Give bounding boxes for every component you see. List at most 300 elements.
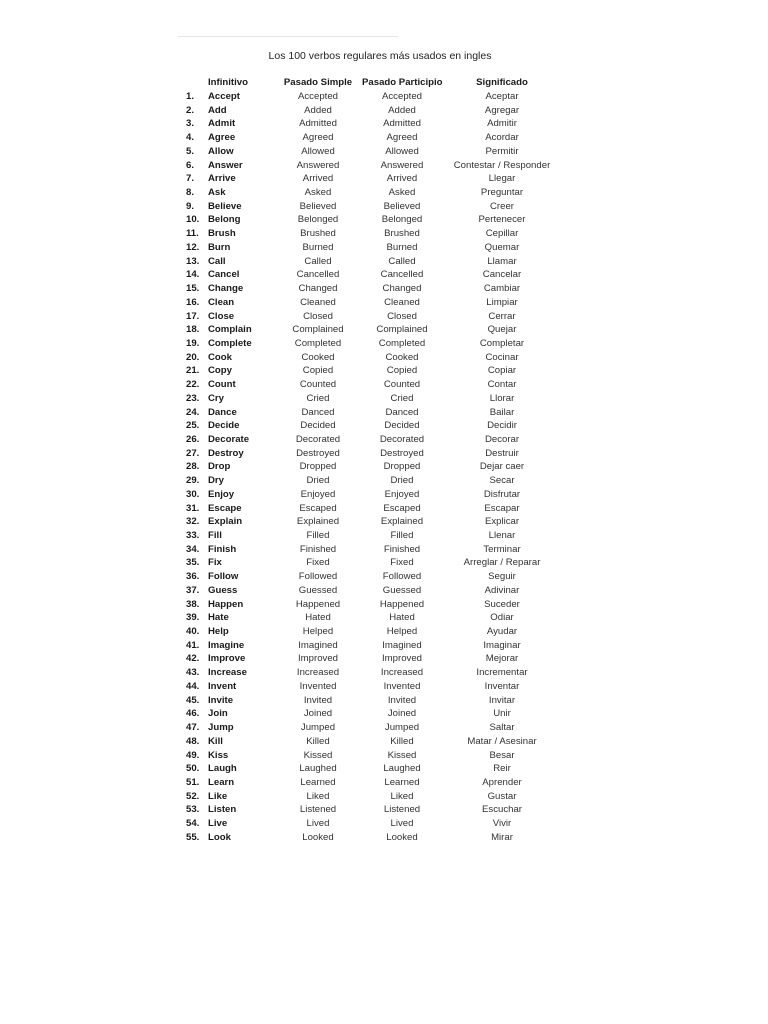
infinitive-cell: Dry bbox=[208, 475, 224, 487]
meaning-cell: Escuchar bbox=[482, 804, 522, 816]
past-participle-cell: Invented bbox=[383, 680, 421, 692]
row-number: 36. bbox=[186, 571, 200, 583]
meaning-cell: Completar bbox=[479, 337, 525, 349]
meaning-cell: Imaginar bbox=[483, 639, 521, 651]
past-simple-cell: Explained bbox=[296, 516, 340, 528]
header-infinitive: Infinitivo bbox=[208, 77, 248, 89]
meaning-cell: Creer bbox=[490, 200, 514, 212]
past-simple-cell: Asked bbox=[304, 187, 332, 199]
table-row bbox=[186, 694, 566, 708]
past-simple-cell: Looked bbox=[302, 831, 334, 843]
header-past-simple: Pasado Simple bbox=[283, 77, 353, 89]
meaning-cell: Llorar bbox=[489, 392, 515, 404]
row-number: 9. bbox=[186, 200, 195, 212]
past-simple-cell: Killed bbox=[306, 735, 330, 747]
meaning-cell: Cerrar bbox=[488, 310, 516, 322]
table-row bbox=[186, 721, 566, 735]
past-simple-cell: Invented bbox=[299, 680, 337, 692]
past-participle-cell: Allowed bbox=[385, 145, 419, 157]
past-simple-cell: Liked bbox=[306, 790, 330, 802]
row-number: 35. bbox=[186, 557, 200, 569]
past-simple-cell: Danced bbox=[301, 406, 335, 418]
row-number: 3. bbox=[186, 118, 195, 130]
past-participle-cell: Arrived bbox=[386, 173, 418, 185]
meaning-cell: Permitir bbox=[485, 145, 519, 157]
row-number: 50. bbox=[186, 763, 200, 775]
table-row bbox=[186, 652, 566, 666]
meaning-cell: Contar bbox=[487, 379, 517, 391]
table-row bbox=[186, 447, 566, 461]
past-participle-cell: Decided bbox=[384, 420, 420, 432]
row-number: 40. bbox=[186, 626, 200, 638]
infinitive-cell: Join bbox=[208, 708, 228, 720]
past-participle-cell: Improved bbox=[382, 653, 422, 665]
table-row bbox=[186, 117, 566, 131]
meaning-cell: Limpiar bbox=[486, 296, 518, 308]
row-number: 5. bbox=[186, 145, 195, 157]
infinitive-cell: Explain bbox=[208, 516, 243, 528]
row-number: 24. bbox=[186, 406, 200, 418]
meaning-cell: Quemar bbox=[484, 241, 520, 253]
meaning-cell: Besar bbox=[489, 749, 515, 761]
infinitive-cell: Accept bbox=[208, 91, 240, 102]
past-participle-cell: Complained bbox=[376, 324, 428, 336]
infinitive-cell: Cancel bbox=[208, 269, 240, 281]
meaning-cell: Copiar bbox=[487, 365, 517, 377]
table-row bbox=[186, 241, 566, 255]
infinitive-cell: Cook bbox=[208, 351, 232, 363]
infinitive-cell: Allow bbox=[208, 145, 234, 157]
past-participle-cell: Admitted bbox=[383, 118, 421, 130]
table-row bbox=[186, 392, 566, 406]
past-simple-cell: Admitted bbox=[299, 118, 337, 130]
past-simple-cell: Added bbox=[304, 104, 332, 116]
meaning-cell: Cepillar bbox=[485, 228, 519, 240]
meaning-cell: Decorar bbox=[484, 433, 520, 445]
past-simple-cell: Counted bbox=[299, 379, 337, 391]
infinitive-cell: Ask bbox=[208, 187, 226, 199]
past-simple-cell: Cleaned bbox=[300, 296, 336, 308]
row-number: 23. bbox=[186, 392, 200, 404]
past-participle-cell: Answered bbox=[380, 159, 424, 171]
infinitive-cell: Clean bbox=[208, 296, 235, 308]
meaning-cell: Reir bbox=[493, 763, 511, 775]
table-row bbox=[186, 159, 566, 173]
past-simple-cell: Finished bbox=[299, 543, 337, 555]
meaning-cell: Agregar bbox=[484, 104, 520, 116]
meaning-cell: Incrementar bbox=[476, 667, 528, 679]
past-simple-cell: Burned bbox=[302, 241, 334, 253]
table-row bbox=[186, 735, 566, 749]
past-participle-cell: Added bbox=[388, 104, 416, 116]
past-participle-cell: Joined bbox=[387, 708, 417, 720]
past-participle-cell: Imagined bbox=[382, 639, 422, 651]
past-participle-cell: Followed bbox=[382, 571, 422, 583]
meaning-cell: Decidir bbox=[487, 420, 517, 432]
table-row bbox=[186, 268, 566, 282]
past-participle-cell: Lived bbox=[390, 818, 414, 830]
past-simple-cell: Hated bbox=[305, 612, 331, 624]
infinitive-cell: Fill bbox=[208, 530, 222, 541]
past-participle-cell: Kissed bbox=[387, 749, 417, 761]
past-participle-cell: Liked bbox=[390, 790, 414, 802]
document-title: Los 100 verbos regulares más usados en ingles bbox=[268, 50, 492, 62]
meaning-cell: Disfrutar bbox=[483, 488, 521, 500]
infinitive-cell: Brush bbox=[208, 228, 236, 240]
row-number: 33. bbox=[186, 530, 200, 541]
table-row bbox=[186, 707, 566, 721]
row-number: 26. bbox=[186, 433, 200, 445]
infinitive-cell: Improve bbox=[208, 653, 246, 665]
table-row bbox=[186, 90, 566, 104]
meaning-cell: Escapar bbox=[484, 502, 520, 514]
infinitive-cell: Believe bbox=[208, 200, 242, 212]
table-row bbox=[186, 296, 566, 310]
table-row bbox=[186, 351, 566, 365]
past-participle-cell: Hated bbox=[389, 612, 415, 624]
row-number: 45. bbox=[186, 694, 200, 706]
table-row bbox=[186, 529, 566, 543]
table-row bbox=[186, 131, 566, 145]
past-simple-cell: Agreed bbox=[302, 132, 334, 144]
table-row bbox=[186, 598, 566, 612]
row-number: 37. bbox=[186, 584, 200, 596]
row-number: 34. bbox=[186, 543, 200, 555]
row-number: 20. bbox=[186, 351, 200, 363]
infinitive-cell: Learn bbox=[208, 776, 235, 788]
header-past-participle: Pasado Participio bbox=[362, 77, 443, 89]
past-simple-cell: Called bbox=[304, 255, 332, 267]
infinitive-cell: Look bbox=[208, 831, 231, 843]
row-number: 8. bbox=[186, 187, 195, 199]
past-simple-cell: Jumped bbox=[300, 722, 336, 734]
table-row bbox=[186, 172, 566, 186]
row-number: 11. bbox=[186, 228, 199, 240]
meaning-cell: Bailar bbox=[489, 406, 515, 418]
infinitive-cell: Agree bbox=[208, 132, 236, 144]
infinitive-cell: Help bbox=[208, 626, 229, 638]
past-participle-cell: Explained bbox=[380, 516, 424, 528]
meaning-cell: Llegar bbox=[488, 173, 516, 185]
past-participle-cell: Copied bbox=[386, 365, 418, 377]
past-participle-cell: Accepted bbox=[381, 91, 422, 102]
past-participle-cell: Fixed bbox=[390, 557, 414, 569]
row-number: 42. bbox=[186, 653, 200, 665]
infinitive-cell: Happen bbox=[208, 598, 244, 610]
infinitive-cell: Add bbox=[208, 104, 227, 116]
infinitive-cell: Live bbox=[208, 818, 228, 830]
past-participle-cell: Cooked bbox=[385, 351, 419, 363]
infinitive-cell: Admit bbox=[208, 118, 236, 130]
meaning-cell: Terminar bbox=[483, 543, 521, 555]
past-simple-cell: Cooked bbox=[301, 351, 335, 363]
past-participle-cell: Enjoyed bbox=[384, 488, 420, 500]
infinitive-cell: Drop bbox=[208, 461, 231, 473]
meaning-cell: Llamar bbox=[487, 255, 517, 267]
infinitive-cell: Burn bbox=[208, 241, 231, 253]
infinitive-cell: Finish bbox=[208, 543, 237, 555]
row-number: 52. bbox=[186, 790, 200, 802]
infinitive-cell: Copy bbox=[208, 365, 232, 377]
row-number: 18. bbox=[186, 324, 200, 336]
row-number: 46. bbox=[186, 708, 200, 720]
past-participle-cell: Escaped bbox=[383, 502, 421, 514]
past-simple-cell: Completed bbox=[294, 337, 342, 349]
infinitive-cell: Count bbox=[208, 379, 236, 391]
infinitive-cell: Enjoy bbox=[208, 488, 235, 500]
row-number: 38. bbox=[186, 598, 200, 610]
past-participle-cell: Dropped bbox=[383, 461, 421, 473]
infinitive-cell: Arrive bbox=[208, 173, 236, 185]
meaning-cell: Matar / Asesinar bbox=[467, 735, 537, 747]
table-row bbox=[186, 680, 566, 694]
meaning-cell: Preguntar bbox=[480, 187, 524, 199]
row-number: 19. bbox=[186, 337, 200, 349]
table-row bbox=[186, 460, 566, 474]
table-row bbox=[186, 611, 566, 625]
row-number: 28. bbox=[186, 461, 200, 473]
table-row bbox=[186, 488, 566, 502]
table-row bbox=[186, 556, 566, 570]
past-simple-cell: Invited bbox=[303, 694, 333, 706]
infinitive-cell: Fix bbox=[208, 557, 222, 569]
past-simple-cell: Copied bbox=[302, 365, 334, 377]
row-number: 32. bbox=[186, 516, 200, 528]
past-simple-cell: Decorated bbox=[295, 433, 341, 445]
past-simple-cell: Listened bbox=[299, 804, 337, 816]
infinitive-cell: Increase bbox=[208, 667, 247, 679]
past-participle-cell: Killed bbox=[390, 735, 414, 747]
row-number: 12. bbox=[186, 241, 200, 253]
past-simple-cell: Learned bbox=[300, 776, 336, 788]
infinitive-cell: Decorate bbox=[208, 433, 250, 445]
row-number: 41. bbox=[186, 639, 200, 651]
row-number: 29. bbox=[186, 475, 200, 487]
row-number: 39. bbox=[186, 612, 200, 624]
past-participle-cell: Learned bbox=[384, 776, 420, 788]
meaning-cell: Aprender bbox=[482, 776, 522, 788]
meaning-cell: Gustar bbox=[487, 790, 517, 802]
meaning-cell: Pertenecer bbox=[478, 214, 526, 226]
row-number: 43. bbox=[186, 667, 200, 679]
past-participle-cell: Laughed bbox=[383, 763, 421, 775]
table-row bbox=[186, 255, 566, 269]
past-participle-cell: Cancelled bbox=[380, 269, 424, 281]
row-number: 2. bbox=[186, 104, 195, 116]
past-simple-cell: Belonged bbox=[297, 214, 339, 226]
infinitive-cell: Cry bbox=[208, 392, 224, 404]
row-number: 15. bbox=[186, 283, 200, 295]
row-number: 10. bbox=[186, 214, 200, 226]
past-simple-cell: Arrived bbox=[302, 173, 334, 185]
past-simple-cell: Closed bbox=[303, 310, 333, 322]
past-simple-cell: Destroyed bbox=[296, 447, 340, 459]
row-number: 53. bbox=[186, 804, 200, 816]
table-row bbox=[186, 323, 566, 337]
past-participle-cell: Jumped bbox=[384, 722, 420, 734]
infinitive-cell: Kiss bbox=[208, 749, 229, 761]
past-participle-cell: Cleaned bbox=[384, 296, 420, 308]
header-meaning: Significado bbox=[476, 77, 528, 89]
table-body bbox=[186, 90, 566, 845]
table-header-row bbox=[186, 76, 566, 90]
past-simple-cell: Followed bbox=[298, 571, 338, 583]
table-row bbox=[186, 817, 566, 831]
past-participle-cell: Decorated bbox=[379, 433, 425, 445]
row-number: 17. bbox=[186, 310, 200, 322]
past-participle-cell: Changed bbox=[382, 283, 422, 295]
meaning-cell: Invitar bbox=[488, 694, 516, 706]
past-participle-cell: Increased bbox=[380, 667, 424, 679]
past-simple-cell: Allowed bbox=[301, 145, 335, 157]
past-simple-cell: Changed bbox=[298, 283, 338, 295]
past-simple-cell: Joined bbox=[303, 708, 333, 720]
meaning-cell: Adivinar bbox=[484, 584, 520, 596]
table-row bbox=[186, 145, 566, 159]
meaning-cell: Cambiar bbox=[483, 283, 521, 295]
past-participle-cell: Destroyed bbox=[380, 447, 424, 459]
meaning-cell: Aceptar bbox=[485, 91, 519, 102]
infinitive-cell: Listen bbox=[208, 804, 237, 816]
table-row bbox=[186, 625, 566, 639]
infinitive-cell: Dance bbox=[208, 406, 237, 418]
row-number: 44. bbox=[186, 680, 200, 692]
past-participle-cell: Filled bbox=[390, 530, 414, 541]
meaning-cell: Seguir bbox=[488, 571, 516, 583]
meaning-cell: Destruir bbox=[485, 447, 519, 459]
past-simple-cell: Brushed bbox=[300, 228, 336, 240]
table-row bbox=[186, 831, 566, 845]
row-number: 55. bbox=[186, 831, 200, 843]
infinitive-cell: Invite bbox=[208, 694, 234, 706]
past-simple-cell: Lived bbox=[306, 818, 330, 830]
table-row bbox=[186, 790, 566, 804]
meaning-cell: Inventar bbox=[484, 680, 520, 692]
infinitive-cell: Answer bbox=[208, 159, 243, 171]
infinitive-cell: Complete bbox=[208, 337, 252, 349]
table-row bbox=[186, 474, 566, 488]
table-row bbox=[186, 213, 566, 227]
past-participle-cell: Helped bbox=[386, 626, 418, 638]
meaning-cell: Cocinar bbox=[485, 351, 519, 363]
meaning-cell: Mirar bbox=[491, 831, 513, 843]
past-participle-cell: Agreed bbox=[386, 132, 418, 144]
past-simple-cell: Imagined bbox=[298, 639, 338, 651]
past-participle-cell: Belonged bbox=[381, 214, 423, 226]
table-row bbox=[186, 200, 566, 214]
past-simple-cell: Improved bbox=[298, 653, 338, 665]
past-participle-cell: Brushed bbox=[384, 228, 420, 240]
past-participle-cell: Burned bbox=[386, 241, 418, 253]
past-simple-cell: Escaped bbox=[299, 502, 337, 514]
table-row bbox=[186, 749, 566, 763]
infinitive-cell: Escape bbox=[208, 502, 242, 514]
past-simple-cell: Cried bbox=[306, 392, 330, 404]
row-number: 6. bbox=[186, 159, 195, 171]
past-participle-cell: Called bbox=[388, 255, 416, 267]
past-participle-cell: Listened bbox=[383, 804, 421, 816]
infinitive-cell: Change bbox=[208, 283, 244, 295]
table-row bbox=[186, 543, 566, 557]
past-participle-cell: Counted bbox=[383, 379, 421, 391]
infinitive-cell: Complain bbox=[208, 324, 252, 336]
past-simple-cell: Enjoyed bbox=[300, 488, 336, 500]
infinitive-cell: Belong bbox=[208, 214, 241, 226]
past-simple-cell: Laughed bbox=[299, 763, 337, 775]
meaning-cell: Mejorar bbox=[485, 653, 519, 665]
table-row bbox=[186, 227, 566, 241]
past-participle-cell: Happened bbox=[379, 598, 425, 610]
table-row bbox=[186, 584, 566, 598]
row-number: 31. bbox=[186, 502, 200, 514]
table-row bbox=[186, 570, 566, 584]
meaning-cell: Unir bbox=[493, 708, 511, 720]
meaning-cell: Secar bbox=[489, 475, 515, 487]
row-number: 21. bbox=[186, 365, 200, 377]
row-number: 13. bbox=[186, 255, 200, 267]
row-number: 48. bbox=[186, 735, 200, 747]
past-participle-cell: Completed bbox=[378, 337, 426, 349]
past-participle-cell: Cried bbox=[390, 392, 414, 404]
table-row bbox=[186, 378, 566, 392]
infinitive-cell: Like bbox=[208, 790, 228, 802]
row-number: 1. bbox=[186, 91, 195, 102]
past-simple-cell: Answered bbox=[296, 159, 340, 171]
table-row bbox=[186, 104, 566, 118]
row-number: 4. bbox=[186, 132, 195, 144]
infinitive-cell: Hate bbox=[208, 612, 229, 624]
infinitive-cell: Jump bbox=[208, 722, 234, 734]
table-row bbox=[186, 337, 566, 351]
meaning-cell: Odiar bbox=[490, 612, 514, 624]
past-participle-cell: Looked bbox=[386, 831, 418, 843]
past-simple-cell: Decided bbox=[300, 420, 336, 432]
meaning-cell: Cancelar bbox=[482, 269, 522, 281]
table-row bbox=[186, 515, 566, 529]
row-number: 54. bbox=[186, 818, 200, 830]
table-row bbox=[186, 639, 566, 653]
past-simple-cell: Kissed bbox=[303, 749, 333, 761]
row-number: 16. bbox=[186, 296, 200, 308]
past-participle-cell: Danced bbox=[385, 406, 419, 418]
row-number: 27. bbox=[186, 447, 200, 459]
meaning-cell: Dejar caer bbox=[479, 461, 525, 473]
row-number: 7. bbox=[186, 173, 195, 185]
table-row bbox=[186, 803, 566, 817]
past-simple-cell: Filled bbox=[306, 530, 330, 541]
meaning-cell: Llenar bbox=[488, 530, 516, 541]
past-simple-cell: Complained bbox=[292, 324, 344, 336]
infinitive-cell: Decide bbox=[208, 420, 240, 432]
past-participle-cell: Invited bbox=[387, 694, 417, 706]
past-simple-cell: Believed bbox=[299, 200, 337, 212]
meaning-cell: Admitir bbox=[487, 118, 517, 130]
meaning-cell: Explicar bbox=[484, 516, 520, 528]
past-simple-cell: Helped bbox=[302, 626, 334, 638]
past-simple-cell: Fixed bbox=[306, 557, 330, 569]
past-simple-cell: Dropped bbox=[299, 461, 337, 473]
meaning-cell: Acordar bbox=[485, 132, 519, 144]
past-participle-cell: Dried bbox=[390, 475, 414, 487]
table-row bbox=[186, 666, 566, 680]
row-number: 30. bbox=[186, 488, 200, 500]
table-row bbox=[186, 310, 566, 324]
infinitive-cell: Imagine bbox=[208, 639, 245, 651]
row-number: 22. bbox=[186, 379, 200, 391]
table-row bbox=[186, 419, 566, 433]
past-simple-cell: Guessed bbox=[298, 584, 338, 596]
table-row bbox=[186, 502, 566, 516]
